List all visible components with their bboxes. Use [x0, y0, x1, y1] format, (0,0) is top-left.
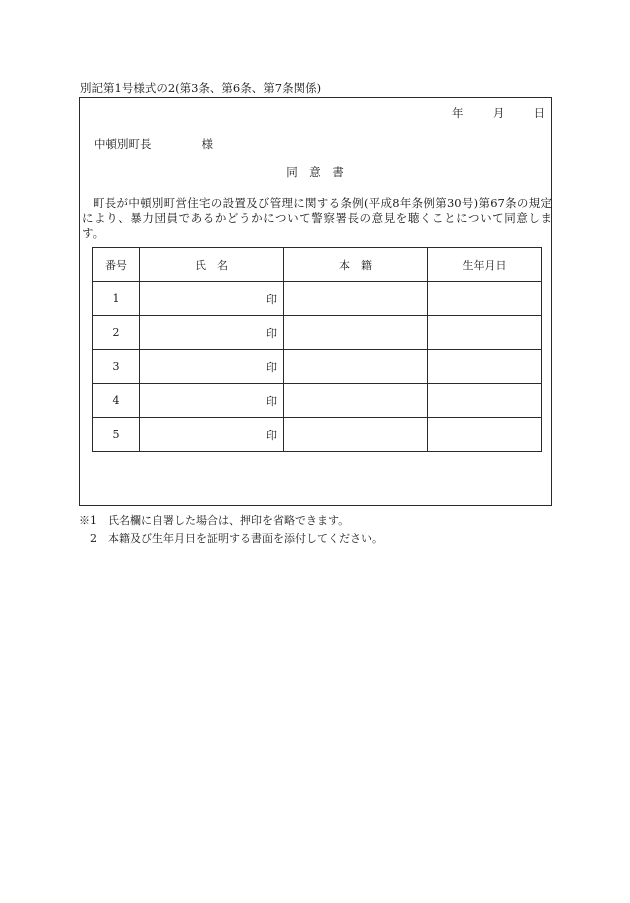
seal-mark: 印: [266, 360, 277, 374]
footnote-2: 2 本籍及び生年月日を証明する書面を添付してください。: [79, 532, 383, 545]
table-header-row: [93, 248, 542, 282]
row-number: 1: [93, 282, 140, 316]
header-name: 氏 名: [140, 248, 284, 282]
row-number: 4: [93, 384, 140, 418]
name-cell[interactable]: [140, 350, 284, 384]
date-month-label: 月: [492, 106, 505, 120]
date-year-label: 年: [452, 106, 464, 120]
registered-domicile-cell[interactable]: [284, 350, 428, 384]
birth-date-cell[interactable]: [428, 282, 542, 316]
date-line: [452, 106, 545, 120]
seal-mark: 印: [266, 292, 277, 306]
row-number: 3: [93, 350, 140, 384]
table-row: [93, 282, 542, 316]
birth-date-cell[interactable]: [428, 384, 542, 418]
footnotes: [79, 512, 383, 548]
consent-statement: 町長が中頓別町営住宅の設置及び管理に関する条例(平成8年条例第30号)第67条の規定により、暴力団員であるかどうかについて警察署長の意見を聴くことについて同意します。: [82, 196, 552, 240]
footnote-1: ※1 氏名欄に自署した場合は、押印を省略できます。: [79, 514, 350, 527]
registered-domicile-cell[interactable]: [284, 282, 428, 316]
consent-table: [92, 247, 542, 452]
name-cell[interactable]: [140, 316, 284, 350]
table-row: [93, 418, 542, 452]
table-row: [93, 384, 542, 418]
birth-date-cell[interactable]: [428, 350, 542, 384]
name-cell[interactable]: [140, 384, 284, 418]
table-row: [93, 350, 542, 384]
birth-date-cell[interactable]: [428, 316, 542, 350]
addressee-name: 中頓別町長: [94, 137, 152, 151]
addressee: [94, 137, 213, 151]
form-title: 別記第1号様式の2(第3条、第6条、第7条関係): [80, 81, 322, 95]
date-day-label: 日: [533, 106, 546, 120]
registered-domicile-cell[interactable]: [284, 384, 428, 418]
seal-mark: 印: [266, 326, 277, 340]
name-cell[interactable]: [140, 418, 284, 452]
name-cell[interactable]: [140, 282, 284, 316]
document-title: 同 意 書: [286, 165, 344, 179]
registered-domicile-cell[interactable]: [284, 418, 428, 452]
seal-mark: 印: [266, 394, 277, 408]
row-number: 2: [93, 316, 140, 350]
addressee-honorific: 様: [201, 137, 213, 151]
registered-domicile-cell[interactable]: [284, 316, 428, 350]
row-number: 5: [93, 418, 140, 452]
table-row: [93, 316, 542, 350]
seal-mark: 印: [266, 428, 277, 442]
header-birth-date: 生年月日: [428, 248, 542, 282]
header-registered-domicile: 本 籍: [284, 248, 428, 282]
header-number: 番号: [93, 248, 140, 282]
birth-date-cell[interactable]: [428, 418, 542, 452]
